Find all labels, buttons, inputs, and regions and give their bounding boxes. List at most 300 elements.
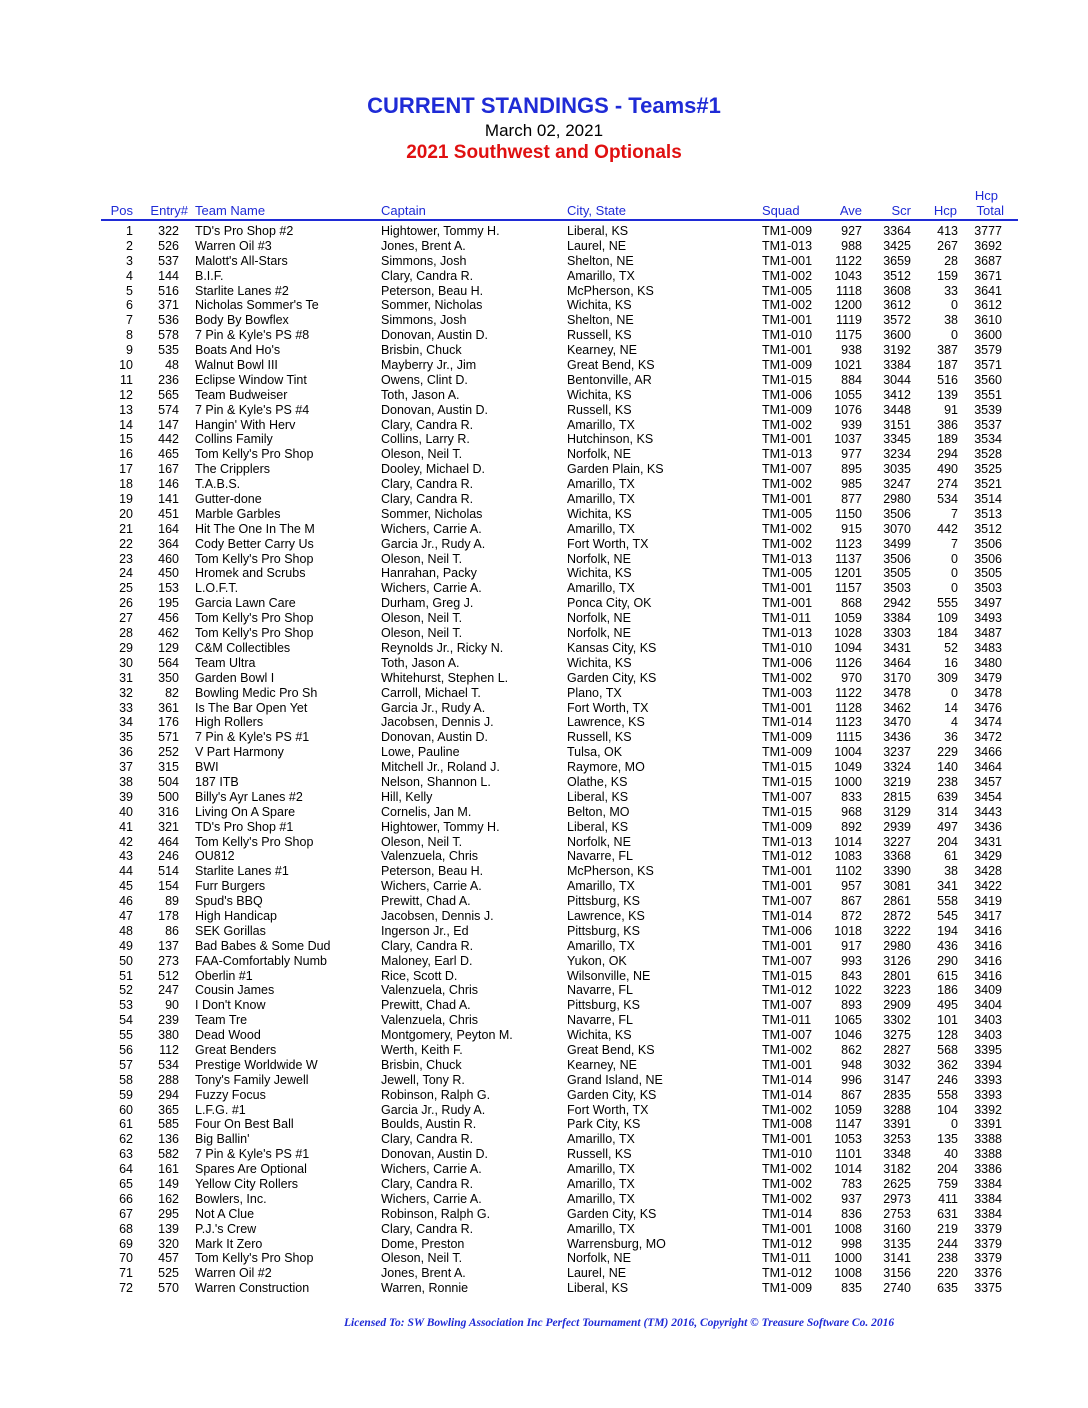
cell-team-name: C&M Collectibles — [195, 640, 291, 655]
cell-entry: 320 — [158, 1236, 179, 1251]
cell-pos: 34 — [119, 715, 133, 730]
cell-team-name: The Cripplers — [195, 462, 271, 477]
cell-entry: 321 — [158, 819, 179, 834]
cell-entry: 178 — [158, 908, 179, 923]
cell-team-name: Tony's Family Jewell — [195, 1072, 309, 1087]
cell-city-state: Pittsburg, KS — [567, 998, 640, 1013]
cell-entry: 89 — [165, 894, 179, 909]
cell-captain: Werth, Keith F. — [381, 1042, 463, 1057]
cell-ave: 1014 — [834, 1162, 862, 1177]
cell-city-state: Norfolk, NE — [567, 447, 631, 462]
cell-captain: Mayberry Jr., Jim — [381, 358, 477, 373]
cell-ave: 1037 — [834, 432, 862, 447]
cell-pos: 52 — [119, 983, 133, 998]
cell-scr: 3600 — [883, 328, 911, 343]
cell-ave: 1137 — [835, 551, 862, 566]
cell-squad: TM1-009 — [762, 745, 813, 760]
cell-ave: 1076 — [834, 402, 862, 417]
cell-hcp-total: 3537 — [974, 417, 1002, 432]
cell-squad: TM1-002 — [762, 477, 813, 492]
cell-pos: 27 — [119, 611, 133, 626]
cell-hcp-total: 3497 — [974, 596, 1002, 611]
cell-captain: Wichers, Carrie A. — [381, 1191, 482, 1206]
cell-captain: Cornelis, Jan M. — [381, 804, 472, 819]
cell-captain: Valenzuela, Chris — [381, 983, 479, 998]
table-row — [0, 835, 1088, 850]
cell-entry: 144 — [158, 268, 179, 283]
cell-city-state: Yukon, OK — [567, 953, 627, 968]
cell-city-state: Amarillo, TX — [567, 1191, 635, 1206]
cell-squad: TM1-012 — [762, 1266, 813, 1281]
cell-scr: 3364 — [883, 224, 911, 238]
cell-team-name: L.O.F.T. — [195, 581, 239, 596]
cell-scr: 3234 — [883, 447, 911, 462]
table-row — [0, 894, 1088, 909]
cell-team-name: Boats And Ho's — [195, 343, 281, 358]
cell-entry: 137 — [158, 938, 179, 953]
cell-pos: 33 — [119, 700, 133, 715]
cell-ave: 1008 — [834, 1266, 862, 1281]
cell-hcp-total: 3466 — [974, 745, 1002, 760]
cell-hcp: 229 — [937, 745, 958, 760]
cell-team-name: SEK Gorillas — [195, 923, 266, 938]
cell-hcp: 16 — [944, 655, 958, 670]
cell-captain: Clary, Candra R. — [381, 1221, 474, 1236]
cell-team-name: High Handicap — [195, 908, 277, 923]
cell-squad: TM1-001 — [762, 492, 813, 507]
cell-squad: TM1-002 — [762, 670, 813, 685]
cell-squad: TM1-002 — [762, 1177, 813, 1191]
cell-squad: TM1-005 — [762, 283, 813, 298]
table-row — [0, 909, 1088, 924]
cell-ave: 1083 — [834, 849, 862, 864]
cell-hcp: 294 — [937, 447, 958, 462]
cell-city-state: Garden City, KS — [567, 1087, 657, 1102]
cell-hcp: 490 — [937, 462, 958, 477]
cell-scr: 3478 — [883, 685, 911, 700]
cell-team-name: Great Benders — [195, 1042, 277, 1057]
cell-ave: 1059 — [834, 1102, 862, 1117]
cell-captain: Valenzuela, Chris — [381, 1013, 479, 1028]
cell-entry: 578 — [158, 328, 179, 343]
cell-pos: 11 — [120, 372, 133, 387]
cell-team-name: Not A Clue — [195, 1206, 255, 1221]
table-row — [0, 1237, 1088, 1252]
cell-city-state: McPherson, KS — [567, 864, 654, 879]
cell-entry: 316 — [158, 804, 179, 819]
cell-hcp-total: 3483 — [974, 640, 1002, 655]
table-row — [0, 686, 1088, 701]
cell-hcp-total: 3493 — [974, 611, 1002, 626]
cell-team-name: Bowlers, Inc. — [195, 1191, 267, 1206]
cell-hcp: 274 — [937, 477, 958, 492]
table-row — [0, 1281, 1088, 1296]
cell-pos: 68 — [119, 1221, 133, 1236]
cell-captain: Hightower, Tommy H. — [381, 224, 500, 238]
cell-scr: 3219 — [883, 774, 911, 789]
cell-ave: 1046 — [834, 1028, 862, 1043]
cell-entry: 570 — [158, 1281, 179, 1296]
cell-entry: 564 — [158, 655, 179, 670]
cell-city-state: Kearney, NE — [567, 1057, 637, 1072]
cell-scr: 3147 — [883, 1072, 911, 1087]
cell-team-name: Collins Family — [195, 432, 273, 447]
table-row — [0, 924, 1088, 939]
cell-pos: 15 — [119, 432, 133, 447]
cell-hcp: 290 — [937, 953, 958, 968]
cell-hcp: 238 — [937, 1251, 958, 1266]
cell-city-state: Laurel, NE — [567, 238, 627, 253]
cell-captain: Oleson, Neil T. — [381, 834, 463, 849]
cell-hcp-total: 3403 — [974, 1028, 1002, 1043]
cell-entry: 147 — [158, 417, 179, 432]
cell-hcp-total: 3394 — [974, 1057, 1002, 1072]
table-row — [0, 343, 1088, 358]
cell-team-name: Malott's All-Stars — [195, 253, 288, 268]
table-row — [0, 864, 1088, 879]
cell-captain: Garcia Jr., Rudy A. — [381, 700, 486, 715]
cell-pos: 4 — [126, 268, 133, 283]
cell-hcp-total: 3419 — [974, 894, 1002, 909]
cell-hcp: 186 — [937, 983, 958, 998]
cell-city-state: Russell, KS — [567, 402, 632, 417]
cell-scr: 3247 — [883, 477, 911, 492]
cell-captain: Wichers, Carrie A. — [381, 581, 482, 596]
cell-squad: TM1-014 — [762, 908, 813, 923]
cell-hcp: 187 — [937, 358, 958, 373]
table-row — [0, 373, 1088, 388]
cell-team-name: Big Ballin' — [195, 1132, 250, 1147]
cell-squad: TM1-005 — [762, 506, 813, 521]
cell-squad: TM1-013 — [762, 626, 813, 641]
cell-captain: Wichers, Carrie A. — [381, 521, 482, 536]
cell-hcp: 128 — [937, 1028, 958, 1043]
cell-hcp-total: 3388 — [974, 1147, 1002, 1162]
cell-scr: 2973 — [883, 1191, 911, 1206]
cell-scr: 3156 — [883, 1266, 911, 1281]
cell-squad: TM1-007 — [762, 953, 813, 968]
cell-entry: 139 — [158, 1221, 179, 1236]
cell-scr: 3572 — [883, 313, 911, 328]
cell-squad: TM1-001 — [762, 700, 813, 715]
cell-hcp: 555 — [937, 596, 958, 611]
cell-team-name: B.I.F. — [195, 268, 224, 283]
header-hcp-total-bottom: Total — [976, 203, 1004, 218]
cell-captain: Reynolds Jr., Ricky N. — [381, 640, 504, 655]
cell-entry: 295 — [158, 1206, 179, 1221]
cell-city-state: Belton, MO — [567, 804, 630, 819]
cell-pos: 16 — [119, 447, 133, 462]
cell-entry: 288 — [158, 1072, 179, 1087]
cell-ave: 970 — [841, 670, 862, 685]
cell-ave: 1101 — [835, 1147, 862, 1162]
cell-city-state: Garden City, KS — [567, 670, 657, 685]
cell-hcp: 545 — [937, 908, 958, 923]
cell-captain: Toth, Jason A. — [381, 655, 460, 670]
table-row — [0, 522, 1088, 537]
cell-hcp: 309 — [937, 670, 958, 685]
table-row — [0, 1177, 1088, 1192]
cell-hcp: 135 — [937, 1132, 958, 1147]
cell-captain: Dome, Preston — [381, 1236, 465, 1251]
table-row — [0, 1028, 1088, 1043]
cell-entry: 141 — [158, 492, 179, 507]
cell-ave: 1128 — [835, 700, 862, 715]
cell-city-state: Great Bend, KS — [567, 1042, 655, 1057]
cell-hcp: 14 — [944, 700, 958, 715]
cell-pos: 30 — [119, 655, 133, 670]
cell-pos: 10 — [119, 358, 133, 373]
cell-captain: Ingerson Jr., Ed — [381, 923, 469, 938]
cell-city-state: Great Bend, KS — [567, 358, 655, 373]
cell-city-state: Amarillo, TX — [567, 1221, 635, 1236]
cell-pos: 9 — [126, 343, 133, 358]
cell-team-name: Tom Kelly's Pro Shop — [195, 834, 314, 849]
cell-hcp: 38 — [944, 864, 958, 879]
cell-ave: 1022 — [834, 983, 862, 998]
cell-entry: 537 — [158, 253, 179, 268]
cell-ave: 1065 — [834, 1013, 862, 1028]
cell-scr: 3384 — [883, 358, 911, 373]
cell-scr: 2939 — [883, 819, 911, 834]
cell-hcp-total: 3416 — [974, 968, 1002, 983]
cell-hcp-total: 3375 — [974, 1281, 1002, 1296]
cell-squad: TM1-010 — [762, 328, 813, 343]
cell-squad: TM1-009 — [762, 358, 813, 373]
cell-hcp: 36 — [944, 730, 958, 745]
cell-city-state: Plano, TX — [567, 685, 622, 700]
cell-pos: 7 — [126, 313, 133, 328]
cell-entry: 442 — [158, 432, 179, 447]
report-date: March 02, 2021 — [484, 121, 604, 140]
header-captain: Captain — [381, 203, 426, 218]
cell-ave: 1147 — [835, 1117, 862, 1132]
table-row — [0, 790, 1088, 805]
cell-team-name: TD's Pro Shop #1 — [195, 819, 294, 834]
cell-squad: TM1-015 — [762, 774, 813, 789]
cell-team-name: Nicholas Sommer's Te — [195, 298, 319, 313]
cell-entry: 162 — [158, 1191, 179, 1206]
cell-captain: Brisbin, Chuck — [381, 343, 462, 358]
cell-scr: 3192 — [883, 343, 911, 358]
cell-ave: 998 — [841, 1236, 862, 1251]
cell-squad: TM1-006 — [762, 923, 813, 938]
cell-captain: Donovan, Austin D. — [381, 1147, 489, 1162]
cell-scr: 3348 — [883, 1147, 911, 1162]
table-row — [0, 284, 1088, 299]
cell-team-name: Marble Garbles — [195, 506, 281, 521]
cell-ave: 893 — [841, 998, 862, 1013]
table-row — [0, 1222, 1088, 1237]
cell-captain: Oleson, Neil T. — [381, 626, 463, 641]
cell-ave: 1157 — [835, 581, 862, 596]
cell-squad: TM1-007 — [762, 789, 813, 804]
cell-team-name: I Don't Know — [195, 998, 266, 1013]
cell-hcp-total: 3777 — [974, 224, 1002, 238]
cell-ave: 1122 — [835, 253, 862, 268]
cell-hcp-total: 3600 — [974, 328, 1002, 343]
cell-pos: 50 — [119, 953, 133, 968]
cell-city-state: Warrensburg, MO — [567, 1236, 666, 1251]
cell-ave: 1122 — [835, 685, 862, 700]
cell-scr: 3275 — [883, 1028, 911, 1043]
cell-squad: TM1-015 — [762, 804, 813, 819]
cell-team-name: Four On Best Ball — [195, 1117, 294, 1132]
cell-hcp-total: 3513 — [974, 506, 1002, 521]
cell-ave: 1123 — [835, 715, 862, 730]
cell-pos: 17 — [119, 462, 133, 477]
cell-team-name: Starlite Lanes #2 — [195, 283, 289, 298]
cell-hcp-total: 3443 — [974, 804, 1002, 819]
cell-ave: 1000 — [834, 1251, 862, 1266]
cell-captain: Jacobsen, Dennis J. — [381, 715, 494, 730]
cell-captain: Sommer, Nicholas — [381, 298, 483, 313]
cell-hcp: 639 — [937, 789, 958, 804]
cell-hcp: 0 — [951, 566, 958, 581]
table-row — [0, 820, 1088, 835]
cell-team-name: P.J.'s Crew — [195, 1221, 257, 1236]
cell-scr: 3505 — [883, 566, 911, 581]
table-row — [0, 715, 1088, 730]
table-row — [0, 418, 1088, 433]
table-row — [0, 939, 1088, 954]
table-row — [0, 1162, 1088, 1177]
cell-ave: 915 — [841, 521, 862, 536]
cell-entry: 153 — [158, 581, 179, 596]
cell-team-name: FAA-Comfortably Numb — [195, 953, 327, 968]
cell-hcp: 159 — [937, 268, 958, 283]
cell-team-name: Tom Kelly's Pro Shop — [195, 1251, 314, 1266]
cell-city-state: Wichita, KS — [567, 655, 632, 670]
cell-squad: TM1-009 — [762, 1281, 813, 1296]
cell-pos: 35 — [119, 730, 133, 745]
cell-hcp: 246 — [937, 1072, 958, 1087]
cell-entry: 500 — [158, 789, 179, 804]
cell-hcp: 91 — [944, 402, 958, 417]
cell-team-name: Is The Bar Open Yet — [195, 700, 308, 715]
cell-squad: TM1-015 — [762, 760, 813, 775]
header-hcp-total-top: Hcp — [974, 188, 998, 203]
cell-scr: 3126 — [883, 953, 911, 968]
table-row — [0, 1251, 1088, 1266]
cell-squad: TM1-009 — [762, 819, 813, 834]
cell-hcp-total: 3478 — [974, 685, 1002, 700]
cell-squad: TM1-011 — [762, 1251, 812, 1266]
cell-scr: 3506 — [883, 506, 911, 521]
cell-scr: 3608 — [883, 283, 911, 298]
cell-captain: Hanrahan, Packy — [381, 566, 477, 581]
cell-pos: 40 — [119, 804, 133, 819]
cell-hcp: 558 — [937, 1087, 958, 1102]
cell-entry: 456 — [158, 611, 179, 626]
cell-pos: 19 — [119, 492, 133, 507]
cell-city-state: Wichita, KS — [567, 506, 632, 521]
cell-scr: 3324 — [883, 760, 911, 775]
cell-hcp-total: 3422 — [974, 879, 1002, 894]
cell-ave: 1018 — [834, 923, 862, 938]
cell-squad: TM1-001 — [762, 864, 813, 879]
cell-hcp-total: 3534 — [974, 432, 1002, 447]
cell-hcp: 109 — [937, 611, 958, 626]
cell-team-name: OU812 — [195, 849, 235, 864]
cell-captain: Robinson, Ralph G. — [381, 1087, 491, 1102]
cell-squad: TM1-013 — [762, 834, 813, 849]
cell-scr: 3464 — [883, 655, 911, 670]
cell-squad: TM1-003 — [762, 685, 813, 700]
table-row — [0, 849, 1088, 864]
cell-captain: Donovan, Austin D. — [381, 328, 489, 343]
table-row — [0, 537, 1088, 552]
table-row — [0, 566, 1088, 581]
cell-city-state: Wichita, KS — [567, 387, 632, 402]
cell-ave: 836 — [841, 1206, 862, 1221]
cell-ave: 1055 — [834, 387, 862, 402]
cell-pos: 48 — [119, 923, 133, 938]
cell-squad: TM1-009 — [762, 402, 813, 417]
cell-entry: 514 — [158, 864, 179, 879]
cell-hcp-total: 3571 — [974, 358, 1002, 373]
cell-entry: 526 — [158, 238, 179, 253]
cell-captain: Sommer, Nicholas — [381, 506, 483, 521]
table-row — [0, 730, 1088, 745]
cell-team-name: Tom Kelly's Pro Shop — [195, 551, 314, 566]
cell-team-name: Fuzzy Focus — [195, 1087, 266, 1102]
table-row — [0, 1103, 1088, 1118]
cell-hcp: 220 — [937, 1266, 958, 1281]
cell-hcp-total: 3457 — [974, 774, 1002, 789]
header-squad: Squad — [762, 203, 800, 218]
cell-scr: 2827 — [883, 1042, 911, 1057]
cell-ave: 1008 — [834, 1221, 862, 1236]
cell-captain: Jones, Brent A. — [381, 238, 466, 253]
cell-city-state: Wichita, KS — [567, 1028, 632, 1043]
cell-hcp-total: 3512 — [974, 521, 1002, 536]
cell-squad: TM1-001 — [762, 432, 813, 447]
cell-city-state: Liberal, KS — [567, 1281, 629, 1296]
cell-pos: 64 — [119, 1162, 133, 1177]
cell-hcp: 204 — [937, 1162, 958, 1177]
cell-hcp-total: 3428 — [974, 864, 1002, 879]
cell-captain: Oleson, Neil T. — [381, 611, 463, 626]
cell-team-name: 7 Pin & Kyle's PS #8 — [195, 328, 310, 343]
cell-captain: Simmons, Josh — [381, 253, 467, 268]
cell-captain: Clary, Candra R. — [381, 1132, 474, 1147]
cell-scr: 2980 — [883, 492, 911, 507]
cell-hcp: 411 — [938, 1191, 958, 1206]
cell-squad: TM1-002 — [762, 1162, 813, 1177]
table-row — [0, 760, 1088, 775]
cell-team-name: Furr Burgers — [195, 879, 266, 894]
cell-hcp-total: 3687 — [974, 253, 1002, 268]
cell-squad: TM1-001 — [762, 313, 813, 328]
cell-team-name: Billy's Ayr Lanes #2 — [195, 789, 303, 804]
cell-team-name: Gutter-done — [195, 492, 262, 507]
cell-scr: 3462 — [883, 700, 911, 715]
cell-hcp-total: 3392 — [974, 1102, 1002, 1117]
header-team-name: Team Name — [195, 203, 266, 218]
cell-captain: Jacobsen, Dennis J. — [381, 908, 494, 923]
cell-ave: 862 — [841, 1042, 862, 1057]
cell-scr: 3035 — [883, 462, 911, 477]
cell-hcp-total: 3454 — [974, 789, 1002, 804]
cell-squad: TM1-002 — [762, 1042, 813, 1057]
cell-captain: Valenzuela, Chris — [381, 849, 479, 864]
table-row — [0, 1192, 1088, 1207]
cell-scr: 3141 — [883, 1251, 911, 1266]
cell-squad: TM1-014 — [762, 1087, 813, 1102]
cell-hcp: 442 — [937, 521, 958, 536]
cell-captain: Nelson, Shannon L. — [381, 774, 491, 789]
